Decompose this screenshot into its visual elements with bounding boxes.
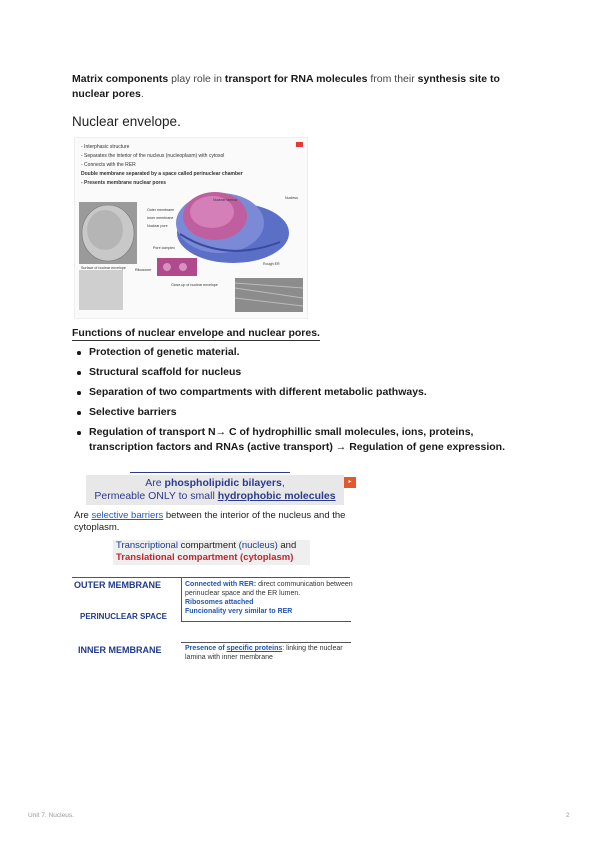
text: and — [277, 540, 297, 551]
intro-text: from their — [367, 73, 418, 85]
perinuclear-space-label: PERINUCLEAR SPACE — [80, 612, 167, 621]
text: : linking the nuclear lamina with inner membrane — [185, 645, 343, 661]
intro-term-synthesis: synthesis site to nuclear pores — [72, 73, 500, 100]
label-surface: Surface of nuclear envelope — [81, 266, 126, 270]
label-pore-complex: Pore complex — [153, 246, 175, 250]
text: Connected with RER: — [185, 581, 257, 588]
section-heading: Nuclear envelope. — [72, 114, 181, 129]
intro-term-transport: transport for RNA molecules — [224, 73, 368, 85]
divider — [72, 577, 350, 578]
transcriptional-term: Transcriptional — [116, 540, 178, 551]
list-item: Protection of genetic material. — [74, 345, 534, 360]
bilayer-callout — [86, 475, 352, 505]
list-item: Regulation of transport N→ C of hydrophillic small molecules, ions, proteins, transcription factors and RNAs (active transport) → Regulation of gene expression. — [74, 425, 534, 455]
label-lamina: Nuclear lamina — [213, 198, 237, 202]
page-number: 2 — [566, 812, 570, 819]
nucleus-illustration — [75, 138, 307, 318]
translational-term: Translational compartment (cytoplasm) — [116, 552, 294, 563]
figure-point: - Interphasic structure — [81, 144, 130, 150]
intro-term-matrix: Matrix components — [72, 73, 169, 85]
label-closeup: Close-up of nuclear envelope — [171, 283, 218, 287]
intro-text: play role in — [168, 73, 225, 85]
figure-point: - Connects with the RER — [81, 162, 136, 168]
functions-list — [74, 345, 534, 460]
outer-membrane-label: OUTER MEMBRANE — [74, 580, 161, 590]
nuclear-envelope-figure — [74, 137, 308, 319]
divider — [181, 577, 182, 621]
inner-membrane-label: INNER MEMBRANE — [78, 645, 162, 655]
label-nuclear-pore: Nuclear pore — [147, 224, 168, 228]
list-item: Structural scaffold for nucleus — [74, 365, 534, 380]
label-outer-membrane: Outer membrane — [147, 208, 175, 212]
text: specific proteins — [226, 645, 283, 652]
list-item: Selective barriers — [74, 405, 534, 420]
figure-point: Double membrane separated by a space called perinuclear chamber — [81, 171, 243, 177]
label-ribosome: Ribosome — [135, 268, 152, 272]
text: Presence of — [185, 645, 227, 652]
callout-term: phospholipidic bilayers — [164, 477, 282, 489]
inner-membrane-desc — [185, 644, 353, 662]
callout-rule — [130, 472, 290, 473]
figure-point: - Presents membrane nuclear pores — [81, 180, 167, 186]
footer-unit: Unit 7. Nucleus. — [28, 812, 74, 819]
callout-icon: ▸ — [344, 477, 356, 488]
callout-term: hydrophobic molecules — [217, 490, 336, 502]
nucleus-term: (nucleus) — [238, 540, 278, 551]
divider — [181, 621, 351, 622]
label-nucleus: Nucleus — [285, 196, 298, 200]
figure-point: - Separates the interior of the nucleus (nucleoplasm) with cytosol — [81, 153, 225, 159]
outer-membrane-desc — [185, 580, 355, 616]
label-rough-er: Rough ER — [263, 262, 280, 266]
selective-barriers-text — [74, 510, 364, 534]
callout-text: , — [281, 477, 285, 489]
functions-heading: Functions of nuclear envelope and nuclear pores. — [72, 327, 320, 339]
intro-text: . — [140, 88, 144, 100]
callout-text: Are — [145, 477, 165, 489]
micrograph-detail — [87, 210, 123, 250]
compartments-box — [113, 540, 310, 565]
text: Ribosomes attached — [185, 599, 254, 606]
list-item: Separation of two compartments with different metabolic pathways. — [74, 385, 534, 400]
text: between the interior of the nucleus and the cytoplasm. — [74, 510, 346, 533]
selective-barriers-term: selective barriers — [91, 510, 164, 521]
callout-text: Permeable ONLY to small — [94, 490, 218, 502]
text: Funcionality very similar to RER — [185, 608, 293, 615]
intro-paragraph — [72, 72, 532, 102]
micrograph-pores — [79, 270, 123, 310]
text: Are — [74, 510, 92, 521]
label-inner-membrane: Inner membrane — [147, 216, 174, 220]
divider — [181, 642, 351, 643]
text: direct communication between perinuclear space and the ER lumen. — [185, 581, 353, 597]
micrograph-er — [235, 278, 303, 312]
text: compartment — [177, 540, 239, 551]
